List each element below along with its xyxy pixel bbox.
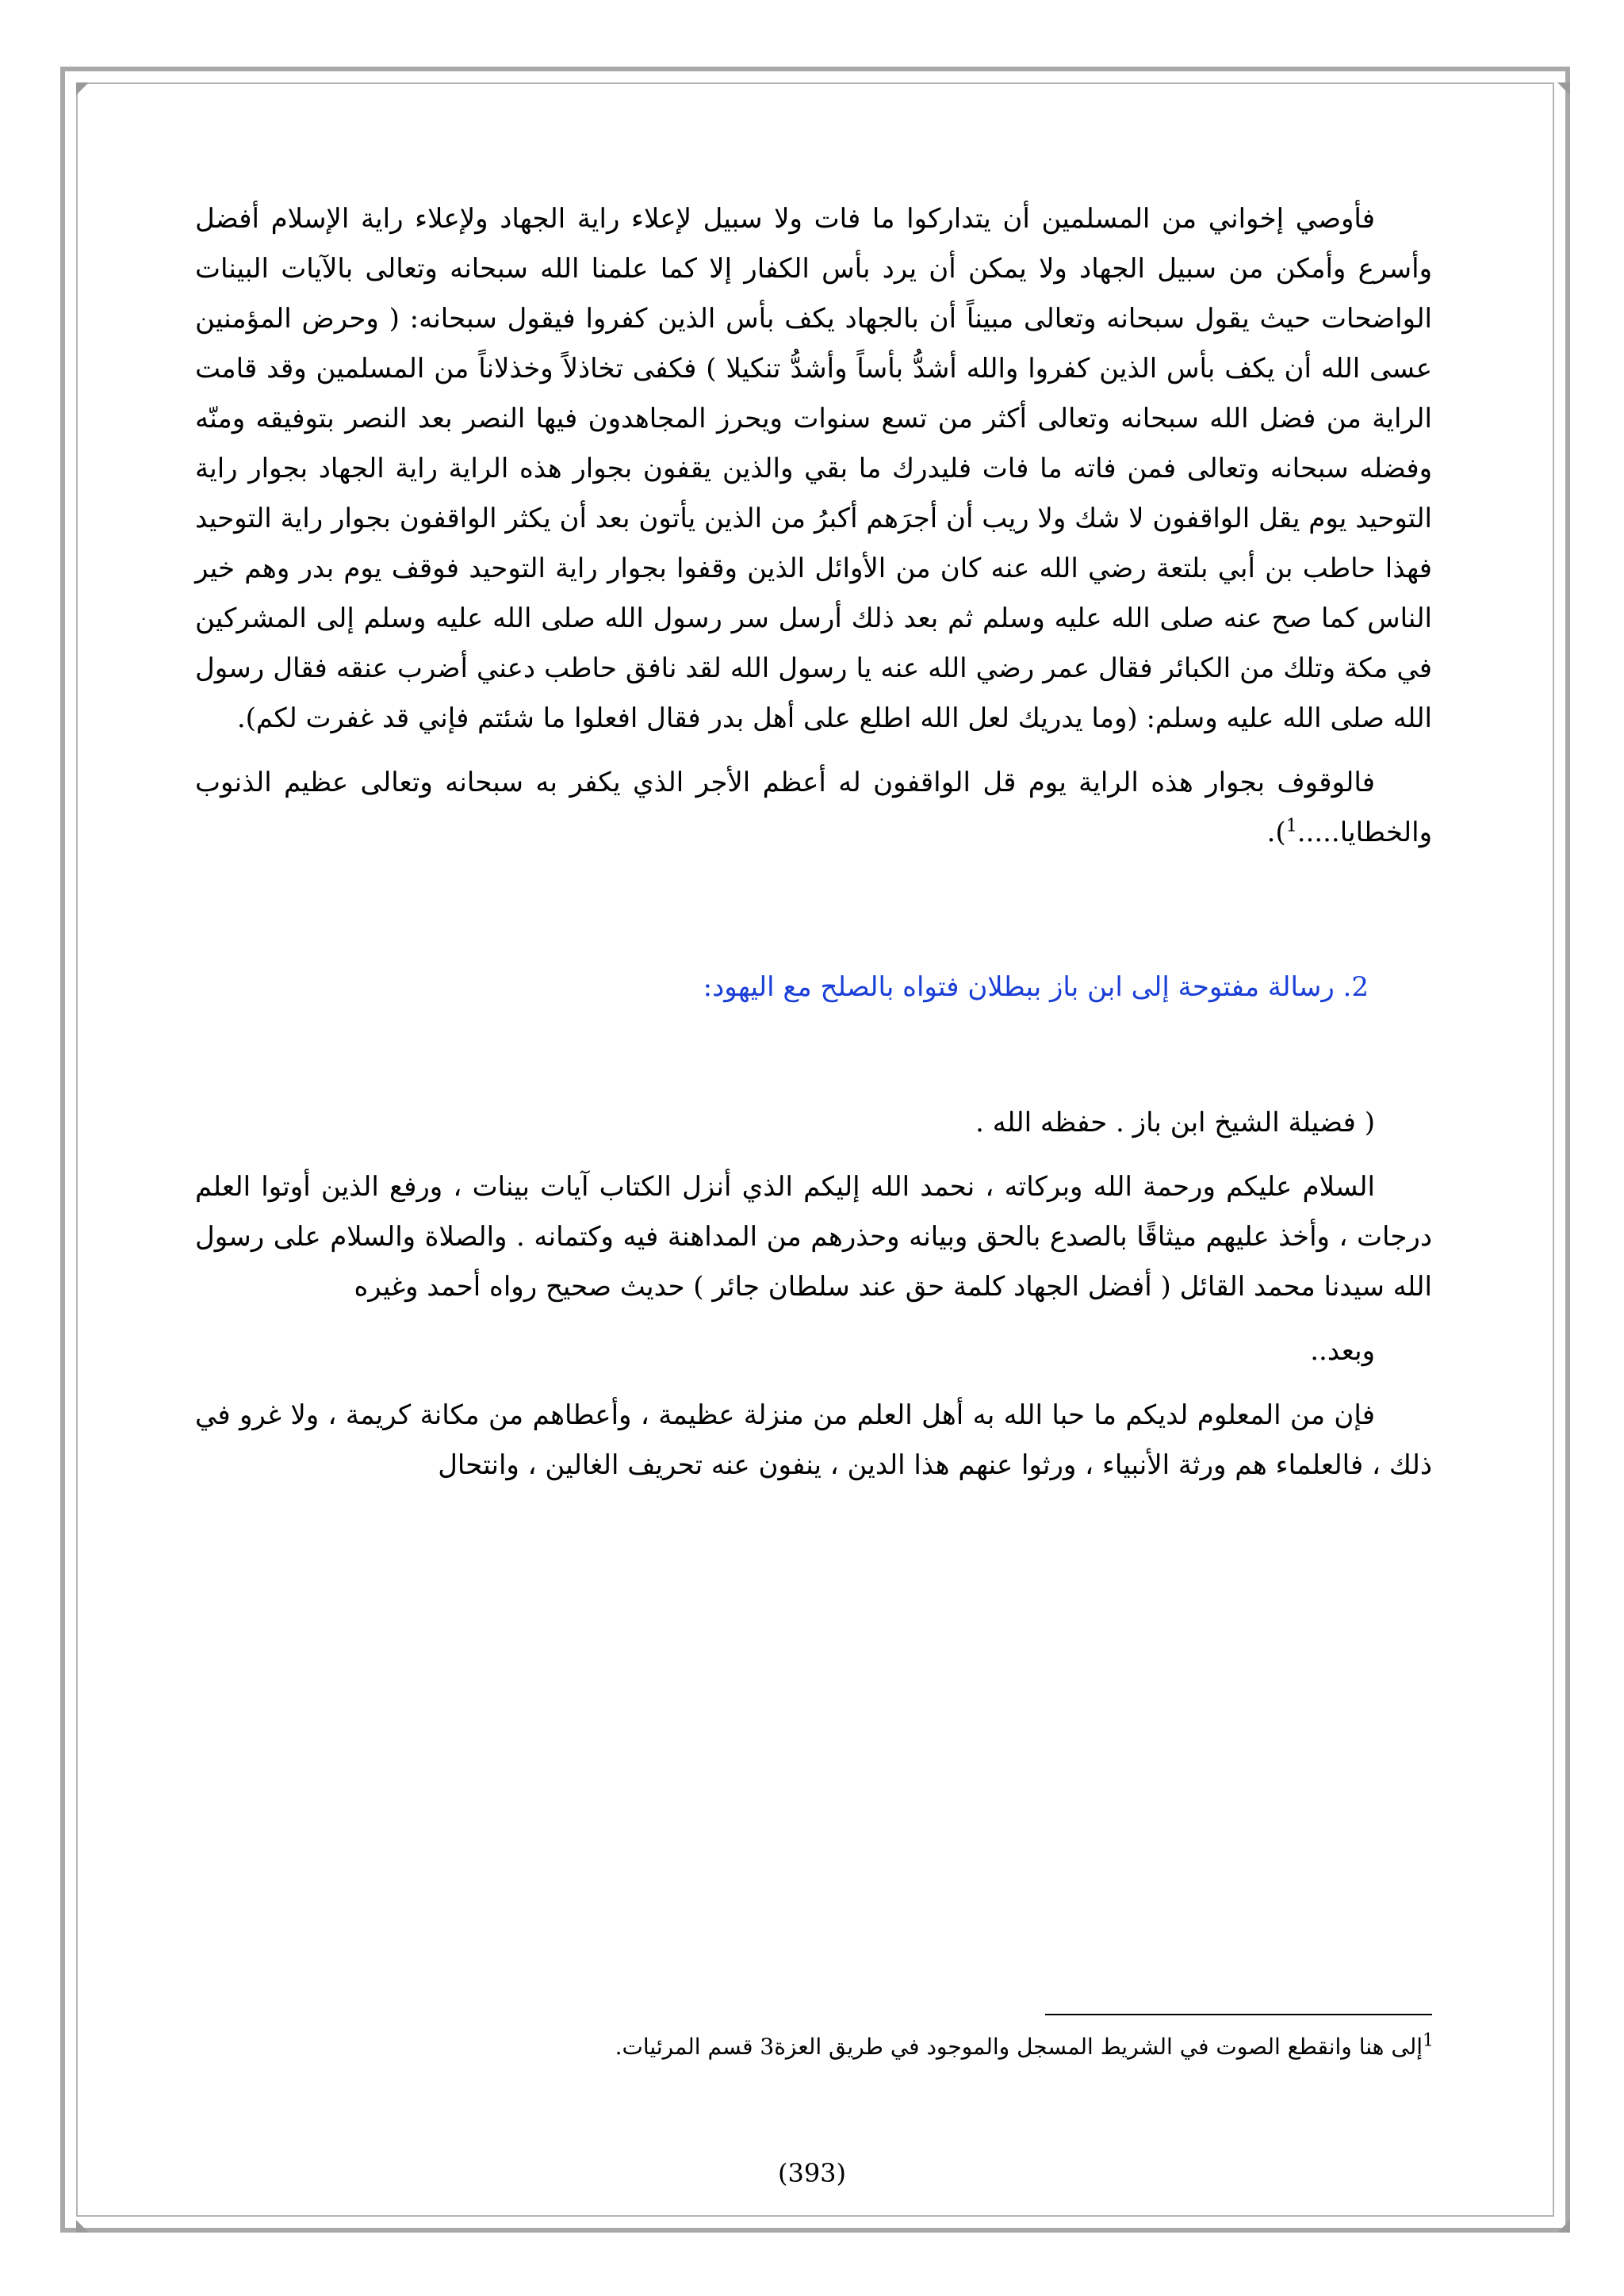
frame-corner-ornament [1557, 82, 1570, 95]
footnote-marker: 1 [1423, 2030, 1434, 2051]
section-heading: 2. رسالة مفتوحة إلى ابن باز ببطلان فتواه بالصلح مع اليهود: [703, 971, 1369, 1003]
footnote-reference[interactable]: 1 [1285, 816, 1297, 836]
body-paragraph: السلام عليكم ورحمة الله وبركاته ، نحمد الله إليكم الذي أنزل الكتاب آيات بينات ، ورفع الذين أوتوا العلم درجات ، وأخذ عليهم ميثاقًا بالصدع بالحق وبيانه وحذرهم من المداهنة فيه وكتمانه . والصلاة والسلام على رسول الله سيدنا محمد القائل ( أفضل الجهاد كلمة حق عند سلطان جائر ) حديث صحيح رواه أحمد وغيره [195, 1171, 1432, 1303]
frame-corner-ornament [76, 2220, 89, 2233]
page-number: (393) [777, 2158, 847, 2188]
frame-corner-ornament [1557, 2220, 1570, 2233]
body-paragraph: فأوصي إخواني من المسلمين أن يتداركوا ما فات ولا سبيل لإعلاء راية الجهاد ولإعلاء راية الإسلام أفضل وأسرع وأمكن من سبيل الجهاد ولا يمكن أن يرد بأس الكفار إلا كما علمنا الله سبحانه وتعالى بالآيات البينات الواضحات حيث يقول سبحانه وتعالى مبيناً أن بالجهاد يكف بأس الذين كفروا فيقول سبحانه: ( وحرض المؤمنين عسى الله أن يكف بأس الذين كفروا والله أشدُّ بأساً وأشدُّ تنكيلا ) فكفى تخاذلاً وخذلاناً من المسلمين وقد قامت الراية من فضل الله سبحانه وتعالى أكثر من تسع سنوات ويحرز المجاهدون فيها النصر بعد النصر بتوفيقه ومنّه وفضله سبحانه وتعالى فمن فاته ما فات فليدرك ما بقي والذين يقفون بجوار هذه الراية راية الجهاد بجوار راية التوحيد يوم يقل الواقفون لا شك ولا ريب أن أجرَهم أكبرُ من الذين يأتون بعد أن يكثر الواقفون بجوار راية التوحيد فهذا حاطب بن أبي بلتعة رضي الله عنه كان من الأوائل الذين وقفوا بجوار راية التوحيد فوقف يوم بدر وهم خير الناس كما صح عنه صلى الله عليه وسلم ثم بعد ذلك أرسل سر رسول الله صلى الله عليه وسلم إلى المشركين في مكة وتلك من الكبائر فقال عمر رضي الله عنه يا رسول الله لقد نافق حاطب دعني أضرب عنقه فقال رسول الله صلى الله عليه وسلم: (وما يدريك لعل الله اطلع على أهل بدر فقال افعلوا ما شئتم فإني قد غفرت لكم). [195, 203, 1432, 734]
frame-corner-ornament [76, 82, 89, 95]
paragraph-text: فالوقوف بجوار هذه الراية يوم قل الواقفون له أعظم الأجر الذي يكفر به سبحانه وتعالى عظيم الذنوب والخطايا..... [195, 767, 1432, 848]
body-paragraph: وبعد.. [1310, 1335, 1375, 1367]
body-paragraph [195, 758, 1432, 858]
footnote [238, 2030, 1434, 2064]
page-body [195, 194, 1432, 1490]
salutation: ( فضيلة الشيخ ابن باز . حفظه الله . [975, 1107, 1375, 1138]
footnote-text: إلى هنا وانقطع الصوت في الشريط المسجل والموجود في طريق العزة3 قسم المرئيات. [615, 2034, 1423, 2060]
body-paragraph: فإن من المعلوم لديكم ما حبا الله به أهل العلم من منزلة عظيمة ، وأعطاهم من مكانة كريمة ، ولا غرو في ذلك ، فالعلماء هم ورثة الأنبياء ، ورثوا عنهم هذا الدين ، ينفون عنه تحريف الغالين ، وانتحال [195, 1399, 1432, 1481]
paragraph-end: ). [1266, 817, 1286, 848]
footnote-separator [1045, 2014, 1432, 2015]
